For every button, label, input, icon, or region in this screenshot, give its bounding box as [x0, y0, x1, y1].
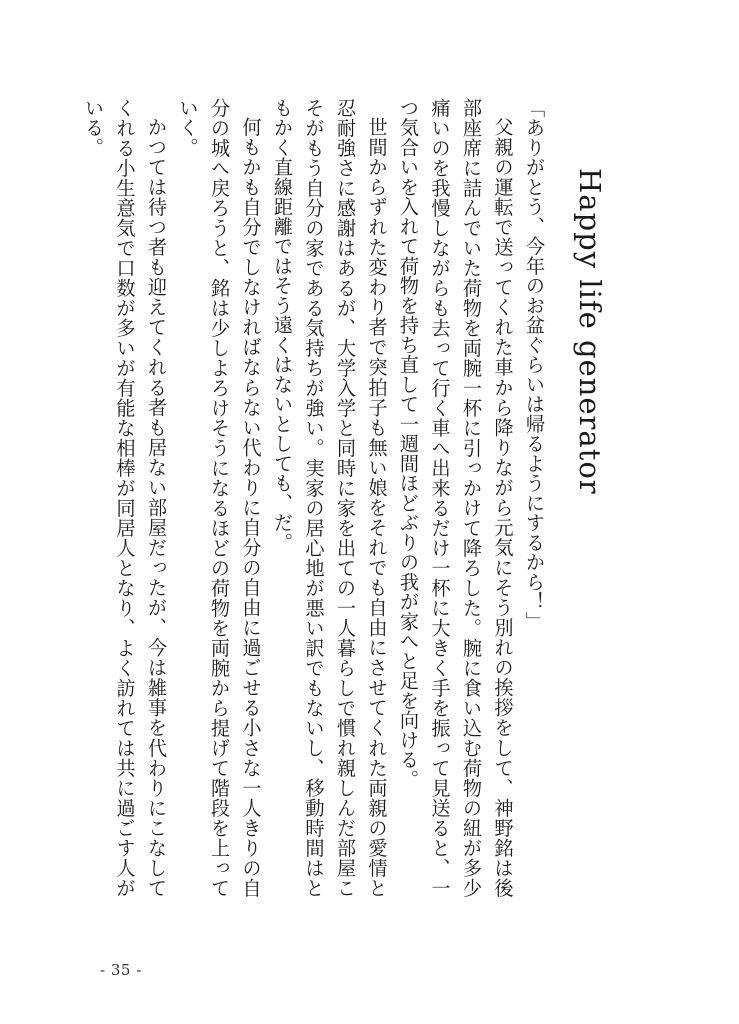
chapter-title: Happy life generator [573, 168, 607, 495]
body-text [82, 98, 550, 898]
paragraph: 父親の運転で送ってくれた車から降りながら元気にそう別れの挨拶をして、神野銘は後部座席に詰んでいた荷物を両腕一杯に引っかけて降ろした。腕に食い込む荷物の紐が多少痛いのを我慢しながらも去って行く車へ出来るだけ一杯に大きく手を振って見送ると、一つ気合いを入れて荷物を持ち直して一週間ほどぶりの我が家へと足を向ける。 [397, 98, 515, 898]
paragraph: 何もかも自分でしなければならない代わりに自分の自由に過ごせる小さな一人きりの自分の城へ戻ろうと、銘は少しよろけそうになるほどの荷物を両腕から提げて階段を上っていく。 [176, 98, 263, 898]
paragraph: 世間からずれた変わり者で突拍子も無い娘をそれでも自由にさせてくれた両親の愛情と忍耐強さに感謝はあるが、大学入学と同時に家を出ての一人暮らしで慣れ親しんだ部屋こそがもう自分の家である気持ちが強い。実家の居心地が悪い訳でもないし、移動時間はともかく直線距離ではそう遠くはないとしても、だ。 [271, 98, 389, 898]
paragraph: 「ありがとう、今年のお盆ぐらいは帰るようにするから！」 [523, 98, 546, 632]
paragraph: かつては待つ者も迎えてくれる者も居ない部屋だったが、今は雑事を代わりにこなしてくれる小生意気で口数が多いが有能な相棒が同居人となり、よく訪れては共に過ごす人がいる。 [82, 98, 168, 898]
page-number: - 35 - [100, 961, 142, 979]
